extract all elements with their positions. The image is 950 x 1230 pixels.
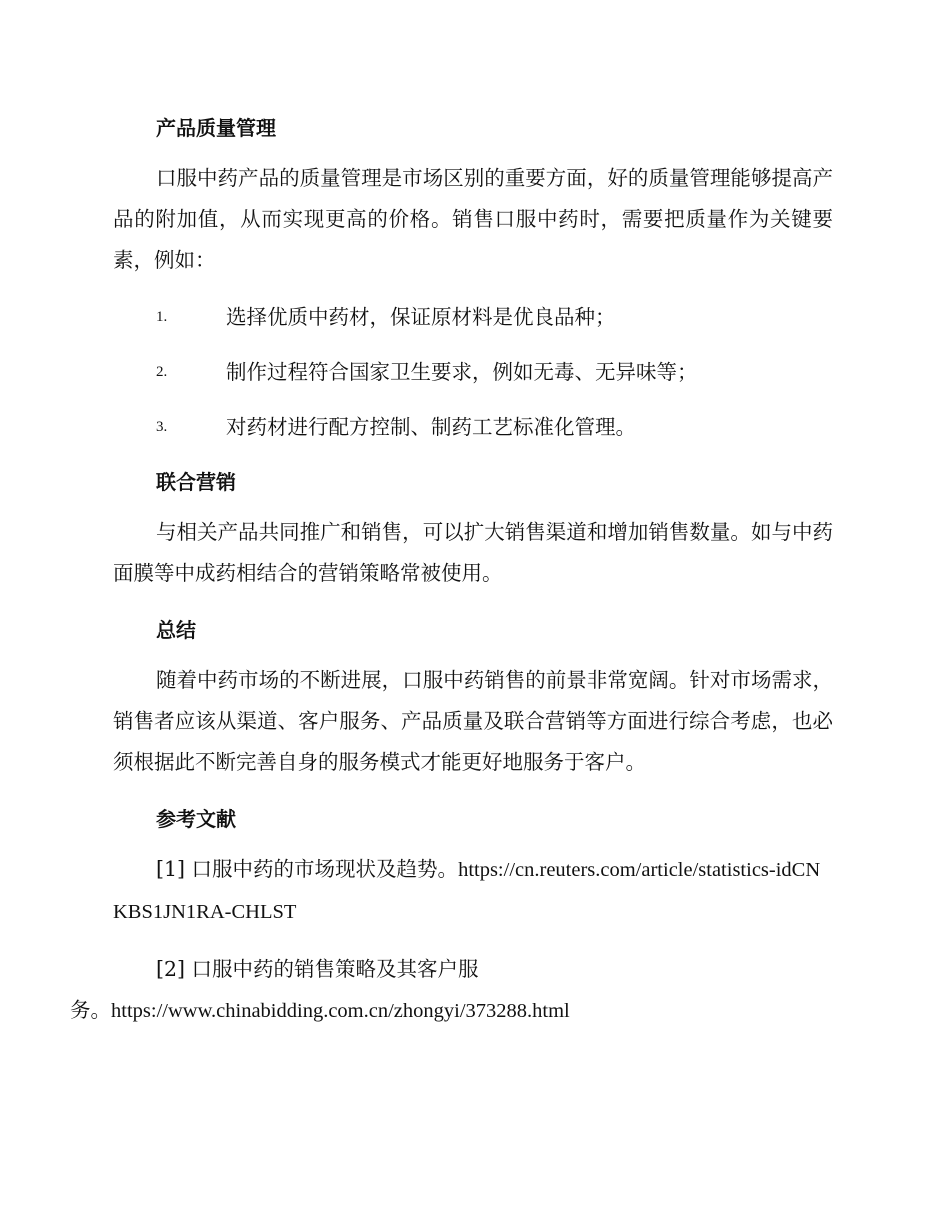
list-item — [113, 352, 833, 393]
quality-paragraph: 口服中药产品的质量管理是市场区别的重要方面，好的质量管理能够提高产品的附加值，从而实现更高的价格。销售口服中药时，需要把质量作为关键要素，例如： — [113, 166, 833, 272]
document-content — [70, 108, 833, 1048]
list-number: 2. — [156, 364, 168, 380]
section-heading-summary: 总结 — [156, 618, 196, 642]
reference-item — [113, 849, 833, 933]
section-heading-joint-marketing: 联合营销 — [156, 470, 236, 494]
reference-label: [1] 口服中药的市场现状及趋势。 — [156, 857, 459, 881]
list-number: 1. — [156, 309, 168, 325]
reference-label: [2] 口服中药的销售策略及其客户服 — [156, 957, 479, 981]
reference-label-continuation: 务。 — [70, 998, 111, 1022]
list-item-text: 对药材进行配方控制、制药工艺标准化管理。 — [226, 415, 636, 439]
list-number: 3. — [156, 419, 168, 435]
reference-link[interactable]: https://www.chinabidding.com.cn/zhongyi/373288.html — [111, 1000, 570, 1022]
list-item — [113, 407, 833, 448]
joint-marketing-paragraph: 与相关产品共同推广和销售，可以扩大销售渠道和增加销售数量。如与中药面膜等中成药相结合的营销策略常被使用。 — [113, 520, 833, 585]
summary-paragraph: 随着中药市场的不断进展，口服中药销售的前景非常宽阔。针对市场需求，销售者应该从渠道、客户服务、产品质量及联合营销等方面进行综合考虑，也必须根据此不断完善自身的服务模式才能更好地服务于客户。 — [113, 668, 833, 774]
list-item — [113, 297, 833, 338]
section-heading-references: 参考文献 — [156, 807, 236, 831]
list-item-text: 选择优质中药材，保证原材料是优良品种； — [226, 305, 616, 329]
reference-link[interactable]: https://cn.reuters.com/article/statistics-idCNKBS1JN1RA-CHLST — [113, 859, 821, 923]
section-heading-quality: 产品质量管理 — [156, 116, 276, 140]
reference-item — [70, 949, 833, 1032]
list-item-text: 制作过程符合国家卫生要求，例如无毒、无异味等； — [226, 360, 698, 384]
